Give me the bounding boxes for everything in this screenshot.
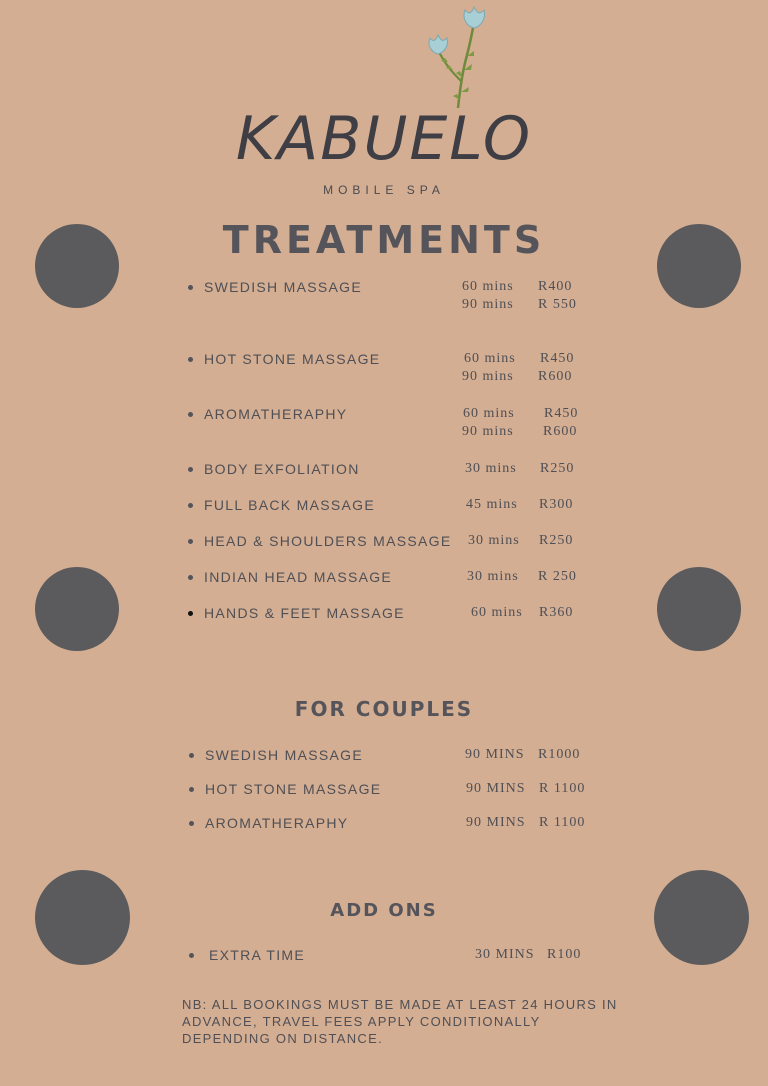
treatment-duration: 60 mins	[464, 351, 516, 366]
couples-duration: 90 MINS	[466, 815, 526, 830]
treatment-duration: 30 mins	[467, 569, 519, 584]
treatment-price-2: R 550	[538, 297, 577, 312]
treatment-price: R450	[540, 351, 575, 366]
couples-price: R 1100	[539, 781, 586, 796]
treatment-price-2: R600	[538, 369, 573, 384]
treatment-duration: 45 mins	[466, 497, 518, 512]
treatment-name: HANDS & FEET MASSAGE	[204, 605, 405, 621]
decor-circle-mid-left	[35, 567, 119, 651]
treatment-duration: 30 mins	[465, 461, 517, 476]
treatment-item-7	[188, 568, 588, 608]
treatment-price-2: R600	[543, 424, 578, 439]
addon-item-1	[189, 946, 599, 986]
addon-name: EXTRA TIME	[209, 947, 305, 963]
treatment-duration: 60 mins	[462, 279, 514, 294]
treatment-name: HOT STONE MASSAGE	[204, 351, 381, 367]
addons-title: ADD ONS	[330, 900, 438, 921]
treatment-item-1	[188, 278, 588, 318]
treatment-duration: 30 mins	[468, 533, 520, 548]
treatment-item-8	[188, 604, 588, 644]
couples-title: FOR COUPLES	[294, 697, 474, 721]
treatment-price: R400	[538, 279, 573, 294]
couples-duration: 90 MINS	[465, 747, 525, 762]
brand-name: KABUELO	[235, 104, 533, 174]
treatment-name: BODY EXFOLIATION	[204, 461, 360, 477]
couples-name: AROMATHERAPHY	[205, 815, 349, 831]
bullet-icon	[188, 575, 193, 580]
treatment-duration-2: 90 mins	[462, 297, 514, 312]
treatment-price: R 250	[538, 569, 577, 584]
treatment-price: R250	[539, 533, 574, 548]
treatment-duration: 60 mins	[471, 605, 523, 620]
treatment-name: INDIAN HEAD MASSAGE	[204, 569, 393, 585]
treatment-name: FULL BACK MASSAGE	[204, 497, 375, 513]
addon-price: R100	[547, 947, 582, 962]
bullet-icon	[189, 953, 194, 958]
couples-name: HOT STONE MASSAGE	[205, 781, 382, 797]
treatment-item-6	[188, 532, 588, 572]
flower-icon	[420, 4, 495, 110]
bullet-icon	[188, 539, 193, 544]
couples-item-3	[189, 814, 599, 854]
addon-duration: 30 MINS	[475, 947, 535, 962]
treatment-item-3	[188, 405, 588, 445]
couples-duration: 90 MINS	[466, 781, 526, 796]
treatment-item-4	[188, 460, 588, 500]
bullet-icon	[188, 285, 193, 290]
decor-circle-mid-right	[657, 567, 741, 651]
treatment-item-5	[188, 496, 588, 536]
treatment-item-2	[188, 350, 588, 390]
brand-tagline: MOBILE SPA	[323, 183, 445, 197]
couples-price: R 1100	[539, 815, 586, 830]
couples-price: R1000	[538, 747, 581, 762]
treatment-name: SWEDISH MASSAGE	[204, 279, 362, 295]
treatment-duration-2: 90 mins	[462, 369, 514, 384]
treatment-duration: 60 mins	[463, 406, 515, 421]
bullet-icon	[188, 357, 193, 362]
bullet-icon	[188, 467, 193, 472]
treatment-duration-2: 90 mins	[462, 424, 514, 439]
bullet-icon	[189, 753, 194, 758]
treatment-price: R360	[539, 605, 574, 620]
booking-note: NB: ALL BOOKINGS MUST BE MADE AT LEAST 24 HOURS IN ADVANCE, TRAVEL FEES APPLY CONDITIONALLY DEPENDING ON DISTANCE.	[182, 997, 618, 1046]
bullet-icon	[188, 503, 193, 508]
treatment-price: R250	[540, 461, 575, 476]
bullet-icon	[189, 787, 194, 792]
treatment-price: R300	[539, 497, 574, 512]
treatments-title: TREATMENTS	[222, 218, 546, 262]
bullet-icon	[188, 611, 193, 616]
treatment-price: R450	[544, 406, 579, 421]
bullet-icon	[189, 821, 194, 826]
bullet-icon	[188, 412, 193, 417]
couples-name: SWEDISH MASSAGE	[205, 747, 363, 763]
treatment-name: AROMATHERAPHY	[204, 406, 348, 422]
treatment-name: HEAD & SHOULDERS MASSAGE	[204, 533, 452, 549]
